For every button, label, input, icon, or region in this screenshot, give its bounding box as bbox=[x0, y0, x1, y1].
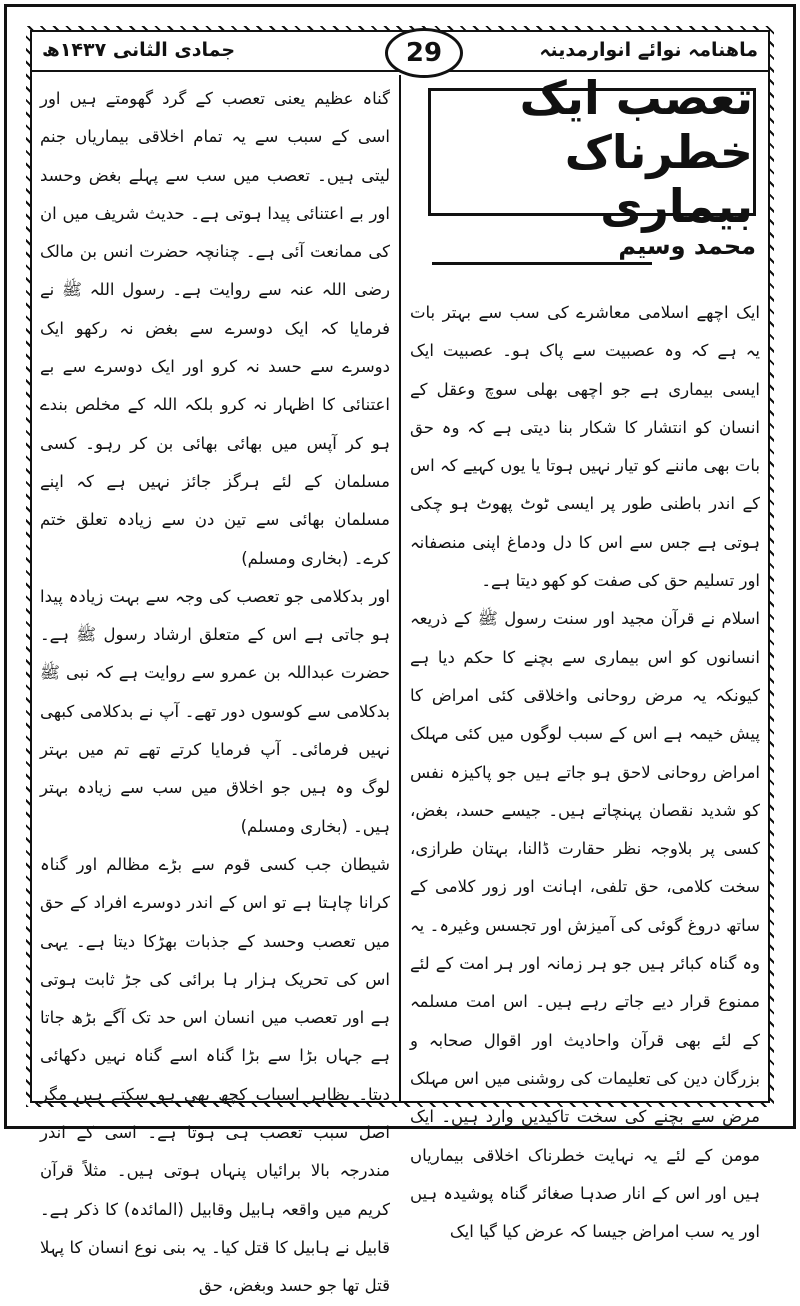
author-underline bbox=[432, 262, 652, 265]
left-column bbox=[40, 80, 390, 1306]
paragraph: اسلام نے قرآن مجید اور سنت رسول ﷺ کے ذریعہ انسانوں کو اس بیماری سے بچنے کا حکم دیا ہے کیونکہ یہ مرض روحانی واخلاقی کئی امراض کا پیش خیمہ ہے اس کے سبب لوگوں میں کئی مہلک امراض روحانی لاحق ہو جاتے ہیں جو پاکیزہ نفس کو شدید نقصان پہنچاتے ہیں۔ جیسے حسد، بغض، کسی پر بلاوجہ نظر حقارت ڈالنا، بہتان طرازی، سخت کلامی، حق تلفی، اہانت اور زور کلامی کے ساتھ دروغ گوئی کی آمیزش اور تجسس وغیرہ۔ یہ وہ گناہ کبائر ہیں جو ہر زمانہ اور ہر امت کے لئے ممنوع قرار دیے جاتے رہے ہیں۔ اس امت مسلمہ کے لئے بھی قرآن واحادیث اور اقوال صحابہ و بزرگان دین کی تعلیمات کی روشنی میں اس مہلک مرض سے بچنے کی سخت تاکیدیں وارد ہیں۔ ایک مومن کے لئے یہ نہایت خطرناک اخلاقی بیماریاں ہیں اور اس کے انار صدہا صغائر گناہ پوشیدہ ہیں اور یہ سب امراض جیسا کہ عرض کیا گیا ایک bbox=[410, 609, 760, 1242]
page-number: 29 bbox=[385, 28, 463, 78]
paragraph: ایک اچھے اسلامی معاشرے کی سب سے بہتر بات یہ ہے کہ وہ عصبیت سے پاک ہو۔ عصبیت ایک ایسی بیماری ہے جو اچھی بھلی سوچ وعقل کے انسان کو انتشار کا شکار بنا دیتی ہے کہ وہ حق بات بھی ماننے کو تیار نہیں ہوتا یا یوں کہیے کہ اس کے اندر باطنی طور پر ایسی ٹوٹ پھوٹ ہو چکی ہوتی ہے جس سے اس کا دل ودماغ اپنی منصفانہ اور تسلیم حق کی صفت کو کھو دیتا ہے۔ bbox=[410, 303, 760, 591]
page-header bbox=[30, 30, 770, 72]
right-column bbox=[410, 294, 760, 1251]
issue-date: جمادی الثانی ۱۴۳۷ھ bbox=[42, 39, 236, 61]
article-author: محمد وسیم bbox=[618, 232, 756, 260]
article-title: تعصب ایک خطرناک بیماری bbox=[519, 71, 753, 233]
title-box bbox=[428, 71, 756, 233]
paragraph: اور بدکلامی جو تعصب کی وجہ سے بہت زیادہ پیدا ہو جاتی ہے اس کے متعلق ارشاد رسول ﷺ ہے۔ حضرت عبداللہ بن عمرو سے روایت ہے کہ نبی ﷺ بدکلامی سے کوسوں دور تھے۔ آپ نے بدکلامی کبھی نہیں فرمائی۔ آپ فرمایا کرتے تھے تم میں بہتر لوگ وہ ہیں جو اخلاق میں سب سے زیادہ بہتر ہیں۔ (بخاری ومسلم) bbox=[40, 586, 390, 836]
paragraph: گناہ عظیم یعنی تعصب کے گرد گھومتے ہیں اور اسی کے سبب سے یہ تمام اخلاقی بیماریاں جنم لیتی ہیں۔ تعصب میں سب سے پہلے بغض وحسد اور بے اعتنائی پیدا ہوتی ہے۔ حدیث شریف میں ان کی ممانعت آئی ہے۔ چنانچہ حضرت انس بن مالک رضی اللہ عنہ سے روایت ہے۔ رسول اللہ ﷺ نے فرمایا کہ ایک دوسرے سے بغض نہ رکھو ایک دوسرے سے حسد نہ کرو اور ایک دوسرے سے بے اعتنائی کا اظہار نہ کرو بلکہ اللہ کے مخلص بندے ہو کر آپس میں بھائی بھائی بن کر رہو۔ کسی مسلمان کے لئے ہرگز جائز نہیں ہے کہ اپنے مسلمان بھائی سے تین دن سے زیادہ تعلق ختم کرے۔ (بخاری ومسلم) bbox=[40, 89, 390, 568]
magazine-name: ماهنامہ نوائے انوارمدینہ bbox=[539, 39, 758, 61]
column-divider bbox=[399, 75, 401, 1101]
paragraph: شیطان جب کسی قوم سے بڑے مظالم اور گناہ کرانا چاہتا ہے تو اس کے اندر دوسرے افراد کے حق میں تعصب وحسد کے جذبات بھڑکا دیتا ہے۔ یہی اس کی تحریک ہزار ہا برائی کی جڑ ثابت ہوتی ہے اور تعصب میں انسان اس حد تک آگے بڑھ جاتا ہے جہاں بڑا سے بڑا گناہ اسے گناہ نہیں دکھائی دیتا۔ بظاہر اسباب کچھ بھی ہو سکتے ہیں مگر اصل سبب تعصب ہی ہوتا ہے۔ اسی کے اندر مندرجہ بالا برائیاں پنہاں ہوتی ہیں۔ مثلاً قرآن کریم میں واقعہ ہابیل وقابیل (المائدہ) کا ذکر ہے۔ قابیل نے ہابیل کا قتل کیا۔ یہ بنی نوع انسان کا پہلا قتل تھا جو حسد وبغض، حق bbox=[40, 854, 390, 1296]
